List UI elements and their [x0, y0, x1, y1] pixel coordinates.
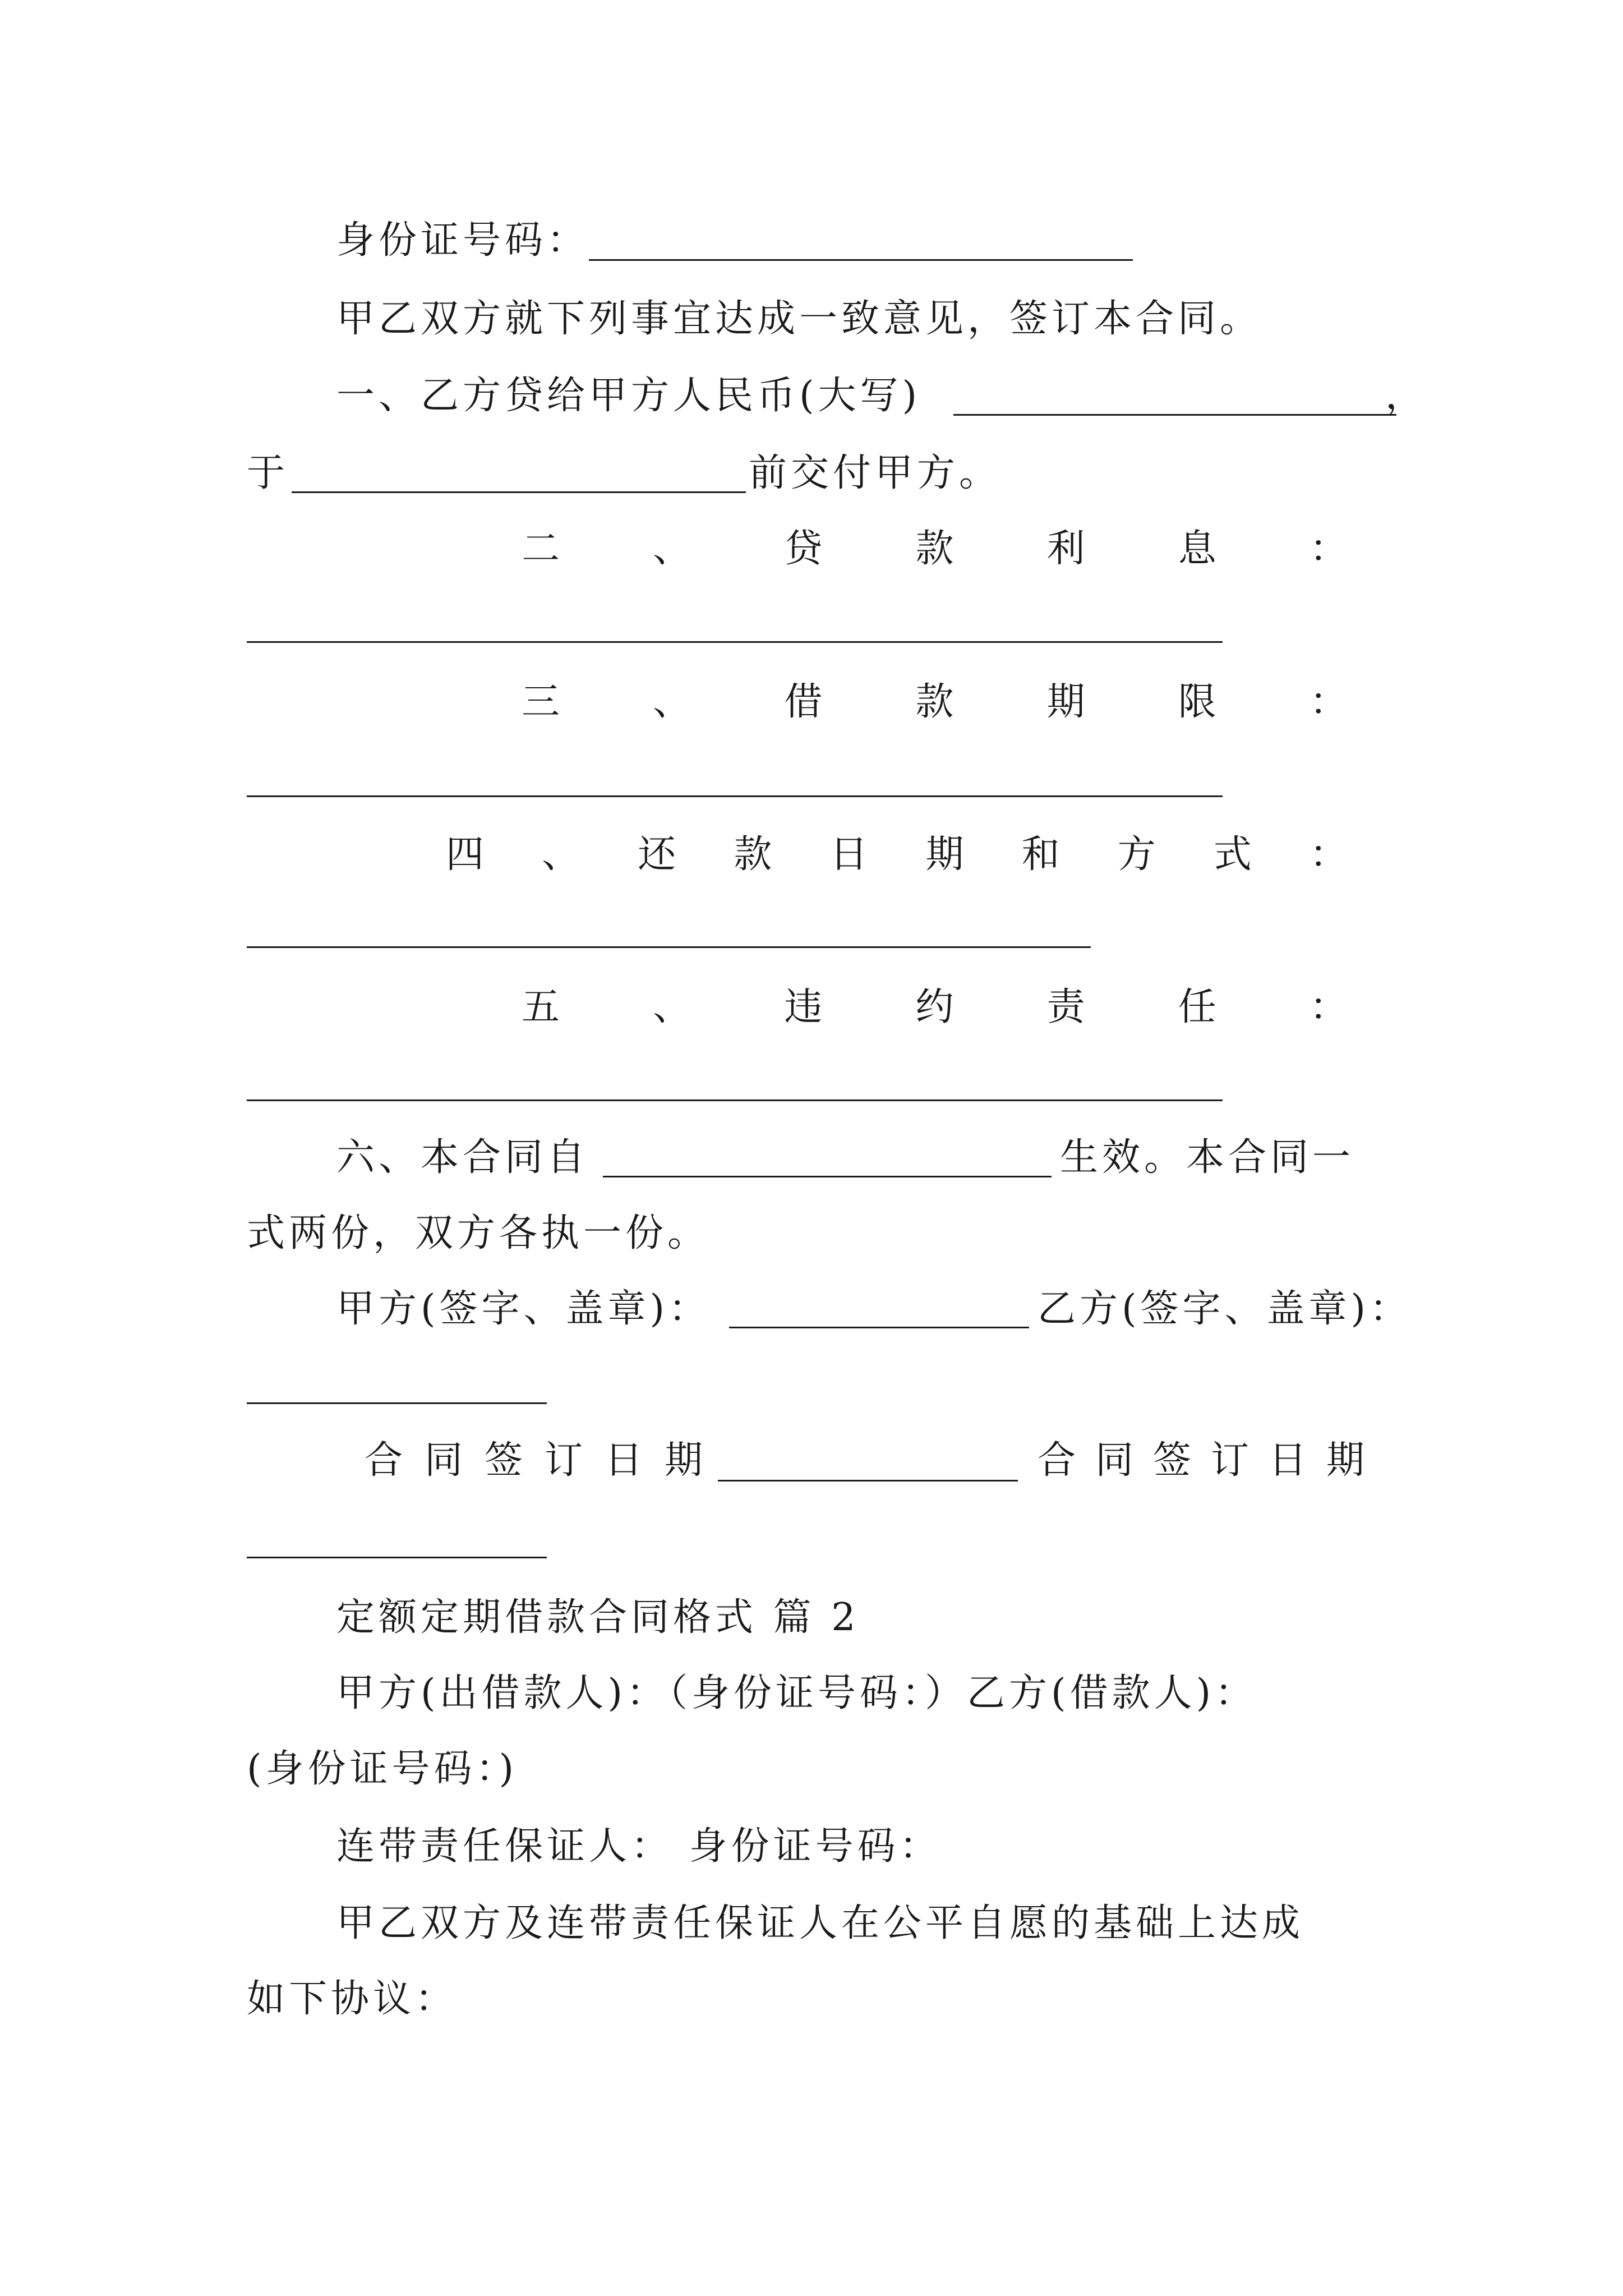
char: 同: [424, 1438, 467, 1483]
party-a-date-label: [365, 1438, 707, 1483]
char: 贷: [784, 527, 827, 571]
char: 任: [1178, 985, 1220, 1029]
char: 、: [653, 680, 695, 724]
agreement-line-1: 甲乙双方及连带责任保证人在公平自愿的基础上达成: [336, 1901, 1304, 1945]
clause-5-heading: [522, 985, 1352, 1029]
char: 日: [1268, 1438, 1311, 1483]
party-a-date-blank[interactable]: [718, 1480, 1018, 1481]
char: 利: [1046, 527, 1089, 571]
section-2-heading: 定额定期借款合同格式 篇 2: [336, 1595, 860, 1640]
char: 、: [542, 832, 584, 877]
char: 期: [1046, 680, 1089, 724]
char: 合: [365, 1438, 407, 1483]
char: 签: [484, 1438, 527, 1483]
clause-6-continued: 式两份，双方各执一份。: [247, 1211, 710, 1255]
char: 和: [1021, 832, 1064, 877]
char: 违: [784, 985, 827, 1029]
char: 订: [544, 1438, 587, 1483]
char: 二: [522, 527, 564, 571]
effective-date-blank[interactable]: [603, 1176, 1052, 1177]
char: 还: [638, 832, 680, 877]
repayment-blank[interactable]: [247, 946, 1091, 948]
id-number-label: 身份证号码：: [336, 218, 589, 263]
party-a-signature-blank[interactable]: [729, 1327, 1029, 1328]
char: ：: [1309, 832, 1352, 877]
clause-2-heading: [522, 527, 1352, 571]
char: 责: [1046, 985, 1089, 1029]
term-blank[interactable]: [247, 795, 1223, 797]
clause-4-heading: [446, 832, 1352, 877]
party-b-signature-blank[interactable]: [247, 1402, 547, 1404]
clause-6-suffix: 生效。本合同一: [1060, 1135, 1355, 1180]
guarantor-line: 连带责任保证人： 身份证号码：: [336, 1824, 942, 1869]
char: 款: [915, 680, 958, 724]
char: 日: [829, 832, 872, 877]
party-b-date-label: [1038, 1438, 1368, 1483]
clause-3-heading: [522, 680, 1352, 724]
party-b-date-blank[interactable]: [247, 1557, 547, 1558]
char: 式: [1213, 832, 1256, 877]
char: ：: [1309, 680, 1352, 724]
char: 期: [925, 832, 968, 877]
clause-1-suffix: 前交付甲方。: [749, 451, 1002, 495]
party-b-signature-label: 乙方(签字、盖章)：: [1038, 1287, 1412, 1331]
parties-line-2: (身份证号码：): [247, 1747, 518, 1791]
char: 息: [1178, 527, 1220, 571]
char: 款: [915, 527, 958, 571]
char: 款: [734, 832, 776, 877]
char: 限: [1178, 680, 1220, 724]
char: 约: [915, 985, 958, 1029]
char: ：: [1309, 527, 1352, 571]
char: 签: [1152, 1438, 1195, 1483]
clause-1-prefix: 于: [247, 451, 289, 495]
clause-6-prefix: 六、本合同自: [336, 1135, 589, 1180]
clause-1-label: 一、乙方贷给甲方人民币(大写): [336, 374, 921, 418]
agreement-line-2: 如下协议：: [247, 1977, 458, 2021]
delivery-date-blank[interactable]: [292, 491, 746, 493]
char: 五: [522, 985, 564, 1029]
clause-1-comma: ，: [1385, 374, 1428, 418]
char: 日: [604, 1438, 647, 1483]
char: 订: [1210, 1438, 1253, 1483]
id-number-blank[interactable]: [589, 259, 1133, 261]
party-a-signature-label: 甲方(签字、盖章)：: [336, 1287, 711, 1331]
interest-blank[interactable]: [247, 641, 1223, 643]
char: 期: [664, 1438, 707, 1483]
char: 合: [1038, 1438, 1080, 1483]
char: 四: [446, 832, 488, 877]
char: ：: [1309, 985, 1352, 1029]
char: 同: [1095, 1438, 1137, 1483]
liability-blank[interactable]: [247, 1099, 1223, 1101]
amount-blank[interactable]: [953, 414, 1396, 416]
char: 方: [1117, 832, 1160, 877]
char: 三: [522, 680, 564, 724]
char: 借: [784, 680, 827, 724]
parties-line-1: 甲方(出借款人)：（身份证号码：）乙方(借款人)：: [336, 1671, 1257, 1715]
intro-paragraph: 甲乙双方就下列事宜达成一致意见，签订本合同。: [336, 297, 1262, 341]
char: 期: [1326, 1438, 1368, 1483]
char: 、: [653, 527, 695, 571]
char: 、: [653, 985, 695, 1029]
